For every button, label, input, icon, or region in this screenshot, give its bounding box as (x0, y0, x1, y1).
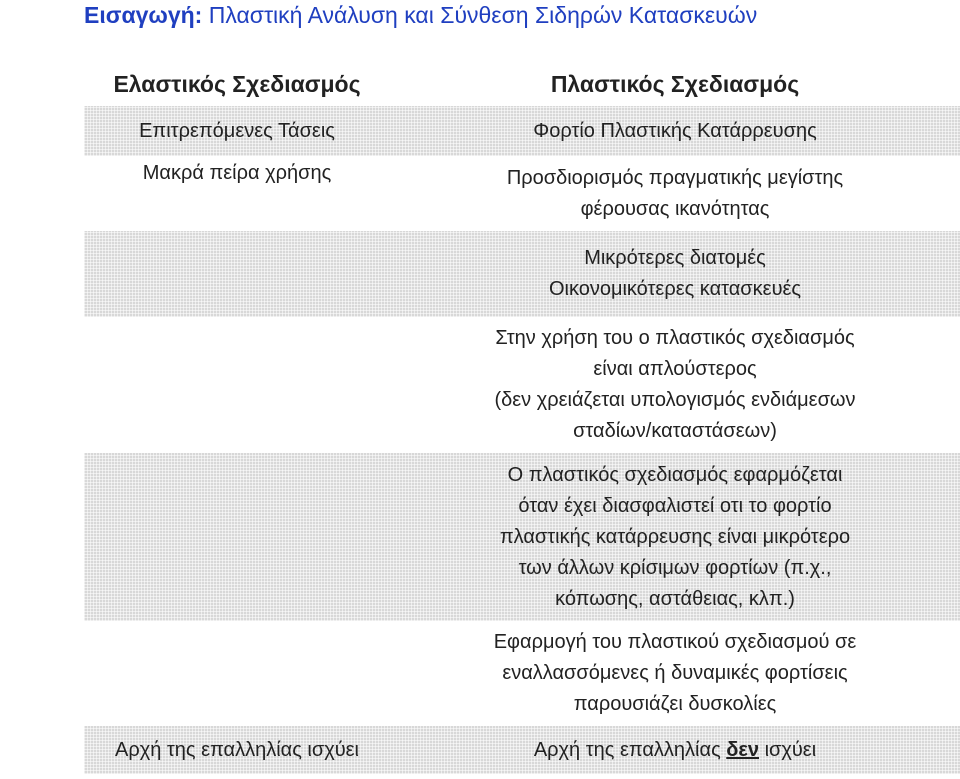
row2-right (390, 156, 960, 231)
row5-right-line5: κόπωσης, αστάθειας, κλπ.) (555, 587, 795, 610)
row5-right-line2: όταν έχει διασφαλιστεί οτι το φορτίο (518, 494, 832, 517)
table-row (84, 156, 960, 231)
row4-right-line4: σταδίων/καταστάσεων) (573, 420, 777, 442)
row5-right (390, 453, 960, 621)
row3-left (84, 231, 390, 317)
row2-left: Μακρά πείρα χρήσης (84, 156, 390, 231)
table-header-row (84, 62, 960, 106)
table-row (84, 621, 960, 726)
row4-right-line1: Στην χρήση του ο πλαστικός σχεδιασμός (495, 327, 855, 349)
row5-right-line1: Ο πλαστικός σχεδιασμός εφαρμόζεται (507, 463, 843, 486)
table-row (84, 106, 960, 156)
row4-right-line3: (δεν χρειάζεται υπολογισμός ενδιάμεσων (494, 389, 856, 411)
row1-right-line1: Φορτίο Πλαστικής Κατάρρευσης (533, 119, 817, 142)
table-row (84, 317, 960, 453)
row5-right-line3: πλαστικής κατάρρευσης είναι μικρότερο (499, 525, 851, 548)
superposition-right-before: Αρχή της επαλληλίας (533, 738, 721, 761)
row3-right (390, 231, 960, 317)
table-row (84, 726, 960, 774)
superposition-right-emph: δεν (726, 738, 760, 761)
row4-left (84, 317, 390, 453)
row3-right-line1: Μικρότερες διατομές (584, 247, 766, 269)
table-row (84, 453, 960, 621)
row1-left: Επιτρεπόμενες Τάσεις (84, 106, 390, 156)
row6-left (84, 621, 390, 726)
row2-right-line1: Προσδιορισμός πραγματικής μεγίστης (506, 166, 844, 189)
table-row (84, 231, 960, 317)
superposition-left: Αρχή της επαλληλίας ισχύει (84, 726, 390, 774)
elastic-design-header: Ελαστικός Σχεδιασμός (84, 62, 390, 106)
title-rest: Πλαστική Ανάλυση και Σύνθεση Σιδηρών Κατασκευών (208, 2, 758, 28)
row4-right-line2: είναι απλούστερος (593, 358, 757, 380)
row5-right-line4: των άλλων κρίσιμων φορτίων (π.χ., (518, 556, 832, 579)
row6-right (390, 621, 960, 726)
plastic-design-header: Πλαστικός Σχεδιασμός (390, 62, 960, 106)
title-lead: Εισαγωγή: (84, 2, 203, 28)
row6-right-line3: παρουσιάζει δυσκολίες (573, 693, 777, 715)
superposition-right-after: ισχύει (764, 738, 817, 761)
row1-right (390, 106, 960, 156)
superposition-right (390, 726, 960, 774)
row5-left (84, 453, 390, 621)
row4-right (390, 317, 960, 453)
row6-right-line2: εναλλασσόμενες ή δυναμικές φορτίσεις (502, 662, 848, 684)
row6-right-line1: Εφαρμογή του πλαστικού σχεδιασμού σε (493, 631, 857, 653)
row2-right-line2: φέρουσας ικανότητας (580, 197, 770, 220)
row3-right-line2: Οικονομικότερες κατασκευές (548, 278, 802, 300)
page-title (84, 2, 757, 29)
comparison-table (84, 62, 960, 774)
